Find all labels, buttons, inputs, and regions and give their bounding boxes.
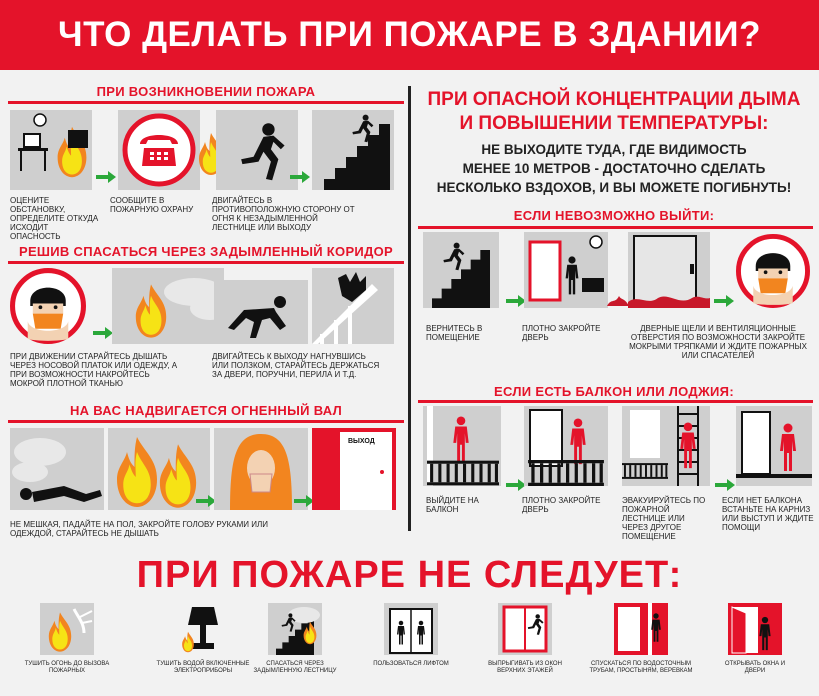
tile-seal-gaps	[628, 232, 710, 308]
caption-close-balcony-door: ПЛОТНО ЗАКРОЙТЕ ДВЕРЬ	[522, 496, 601, 514]
bottom-title: ПРИ ПОЖАРЕ НЕ СЛЕДУЕТ:	[136, 554, 683, 596]
arrow-right-icon	[92, 326, 114, 340]
dont-caption-extinguish: ТУШИТЬ ОГОНЬ ДО ВЫЗОВА ПОЖАРНЫХ	[24, 661, 110, 674]
arrow-right-icon	[713, 294, 735, 308]
tile-drop-to-floor	[10, 428, 104, 510]
dont-caption-water-appliances: ТУШИТЬ ВОДОЙ ВКЛЮЧЕННЫЕ ЭЛЕКТРОПРИБОРЫ	[156, 661, 250, 674]
right-sub-line3: НЕСКОЛЬКО ВЗДОХОВ, И ВЫ МОЖЕТЕ ПОГИБНУТЬ!	[436, 180, 792, 195]
arrow-right-icon	[95, 170, 117, 184]
section-divider	[8, 420, 404, 423]
page-title: ЧТО ДЕЛАТЬ ПРИ ПОЖАРЕ В ЗДАНИИ?	[0, 0, 819, 70]
right-sub-line1: НЕ ВЫХОДИТЕ ТУДА, ГДЕ ВИДИМОСТЬ	[481, 142, 747, 157]
arrow-right-icon	[714, 478, 736, 492]
dont-open-doors-tile	[728, 603, 782, 655]
tile-breathe-through-cloth	[10, 268, 86, 344]
tile-go-balcony	[423, 406, 501, 486]
caption-return: ВЕРНИТЕСЬ В ПОМЕЩЕНИЕ	[426, 324, 483, 342]
dont-water-appliances-tile	[176, 603, 230, 655]
flame-icon	[607, 286, 629, 306]
tile-fire-ladder	[622, 406, 710, 486]
caption-move-away: ДВИГАЙТЕСЬ В ПРОТИВОПОЛОЖНУЮ СТОРОНУ ОТ ОГНЯ К НЕЗАДЫМЛЕННОЙ ЛЕСТНИЦЕ ИЛИ ВЫХОДУ	[212, 196, 355, 232]
section-title-balcony: ЕСЛИ ЕСТЬ БАЛКОН ИЛИ ЛОДЖИЯ:	[494, 384, 734, 399]
caption-seal-gaps: ДВЕРНЫЕ ЩЕЛИ И ВЕНТИЛЯЦИОННЫЕ ОТВЕРСТИЯ ПО ВОЗМОЖНОСТИ ЗАКРОЙТЕ МОКРЫМИ ТРЯПКАМИ И ЖДИТЕ ПОЖАРНЫХ ИЛИ СПАСАТЕЛЕЙ	[629, 324, 807, 360]
section-title-fire-wall: НА ВАС НАДВИГАЕТСЯ ОГНЕННЫЙ ВАЛ	[69, 403, 343, 418]
dont-caption-elevator: ПОЛЬЗОВАТЬСЯ ЛИФТОМ	[373, 661, 449, 667]
dont-caption-jump: ВЫПРЫГИВАТЬ ИЗ ОКОН ВЕРХНИХ ЭТАЖЕЙ	[488, 661, 562, 674]
tile-close-balcony-door	[524, 406, 608, 486]
dont-smoky-stairs-tile	[268, 603, 322, 655]
dont-drainpipe-tile	[614, 603, 668, 655]
right-title-line1: ПРИ ОПАСНОЙ КОНЦЕНТРАЦИИ ДЫМА	[427, 89, 801, 110]
caption-close-door: ПЛОТНО ЗАКРОЙТЕ ДВЕРЬ	[522, 324, 601, 342]
caption-breathe: ПРИ ДВИЖЕНИИ СТАРАЙТЕСЬ ДЫШАТЬ ЧЕРЕЗ НОСОВОЙ ПЛАТОК ИЛИ ОДЕЖДУ, А ПРИ ВОЗМОЖНОСТИ НАКРОЙТЕСЬ МОКРОЙ ПЛОТНОЙ ТКАНЬЮ	[10, 352, 178, 388]
tile-smoky-corridor	[112, 268, 224, 344]
tile-crawl-low	[214, 280, 308, 344]
right-title-line2: И ПОВЫШЕНИИ ТЕМПЕРАТУРЫ:	[459, 113, 769, 134]
door-handle	[380, 470, 384, 474]
tile-close-door	[524, 232, 608, 308]
tile-return-room	[423, 232, 499, 308]
tile-stairs-exit	[312, 110, 394, 190]
caption-assess: ОЦЕНИТЕ ОБСТАНОВКУ, ОПРЕДЕЛИТЕ ОТКУДА ИСХОДИТ ОПАСНОСТЬ	[10, 196, 99, 241]
dont-caption-drainpipe: СПУСКАТЬСЯ ПО ВОДОСТОЧНЫМ ТРУБАМ, ПРОСТЫНЯМ, ВЕРЕВКАМ	[589, 661, 693, 674]
caption-crawl: ДВИГАЙТЕСЬ К ВЫХОДУ НАГНУВШИСЬ ИЛИ ПОЛЗКОМ, СТАРАЙТЕСЬ ДЕРЖАТЬСЯ ЗА ДВЕРИ, ПОРУЧНИ, ПЕРИЛА И Т.Д.	[212, 352, 380, 379]
caption-ladder: ЭВАКУИРУЙТЕСЬ ПО ПОЖАРНОЙ ЛЕСТНИЦЕ ИЛИ ЧЕРЕЗ ДРУГОЕ ПОМЕЩЕНИЕ	[622, 496, 706, 541]
tile-wait-masked	[736, 234, 810, 308]
tile-stand-on-ledge	[736, 406, 812, 486]
section-title-fire-start: ПРИ ВОЗНИКНОВЕНИИ ПОЖАРА	[96, 84, 316, 99]
right-sub-line2: МЕНЕЕ 10 МЕТРОВ - ДОСТАТОЧНО СДЕЛАТЬ	[462, 161, 766, 176]
caption-balcony: ВЫЙДИТЕ НА БАЛКОН	[426, 496, 479, 514]
section-divider	[418, 226, 813, 229]
caption-drop: НЕ МЕШКАЯ, ПАДАЙТЕ НА ПОЛ, ЗАКРОЙТЕ ГОЛОВУ РУКАМИ ИЛИ ОДЕЖДОЙ, СТАРАЙТЕСЬ НЕ ДЫШАТЬ	[10, 520, 268, 538]
arrow-right-icon	[289, 170, 311, 184]
dont-caption-smoky-stairs: СПАСАТЬСЯ ЧЕРЕЗ ЗАДЫМЛЕННУЮ ЛЕСТНИЦУ	[253, 661, 337, 674]
dont-extinguish-tile	[40, 603, 94, 655]
caption-call: СООБЩИТЕ В ПОЖАРНУЮ ОХРАНУ	[110, 196, 194, 214]
tile-move-away	[216, 110, 298, 190]
tile-exit-door	[312, 428, 396, 510]
dont-use-elevator-tile	[384, 603, 438, 655]
section-divider	[8, 261, 404, 264]
section-divider	[418, 400, 813, 403]
tile-assess-situation	[10, 110, 92, 190]
caption-ledge: ЕСЛИ НЕТ БАЛКОНА ВСТАНЬТЕ НА КАРНИЗ ИЛИ ВЫСТУП И ЖДИТЕ ПОМОЩИ	[722, 496, 814, 532]
section-title-smoky-corridor: РЕШИВ СПАСАТЬСЯ ЧЕРЕЗ ЗАДЫМЛЕННЫЙ КОРИДОР	[18, 244, 394, 259]
exit-sign: ВЫХОД	[348, 438, 375, 445]
dont-caption-open-doors: ОТКРЫВАТЬ ОКНА И ДВЕРИ	[724, 661, 786, 674]
dont-jump-window-tile	[498, 603, 552, 655]
tile-call-fire-department	[118, 110, 200, 190]
section-title-cannot-exit: ЕСЛИ НЕВОЗМОЖНО ВЫЙТИ:	[513, 208, 715, 223]
section-divider	[8, 101, 404, 104]
tile-hold-railing	[312, 268, 394, 344]
column-separator	[408, 86, 411, 531]
